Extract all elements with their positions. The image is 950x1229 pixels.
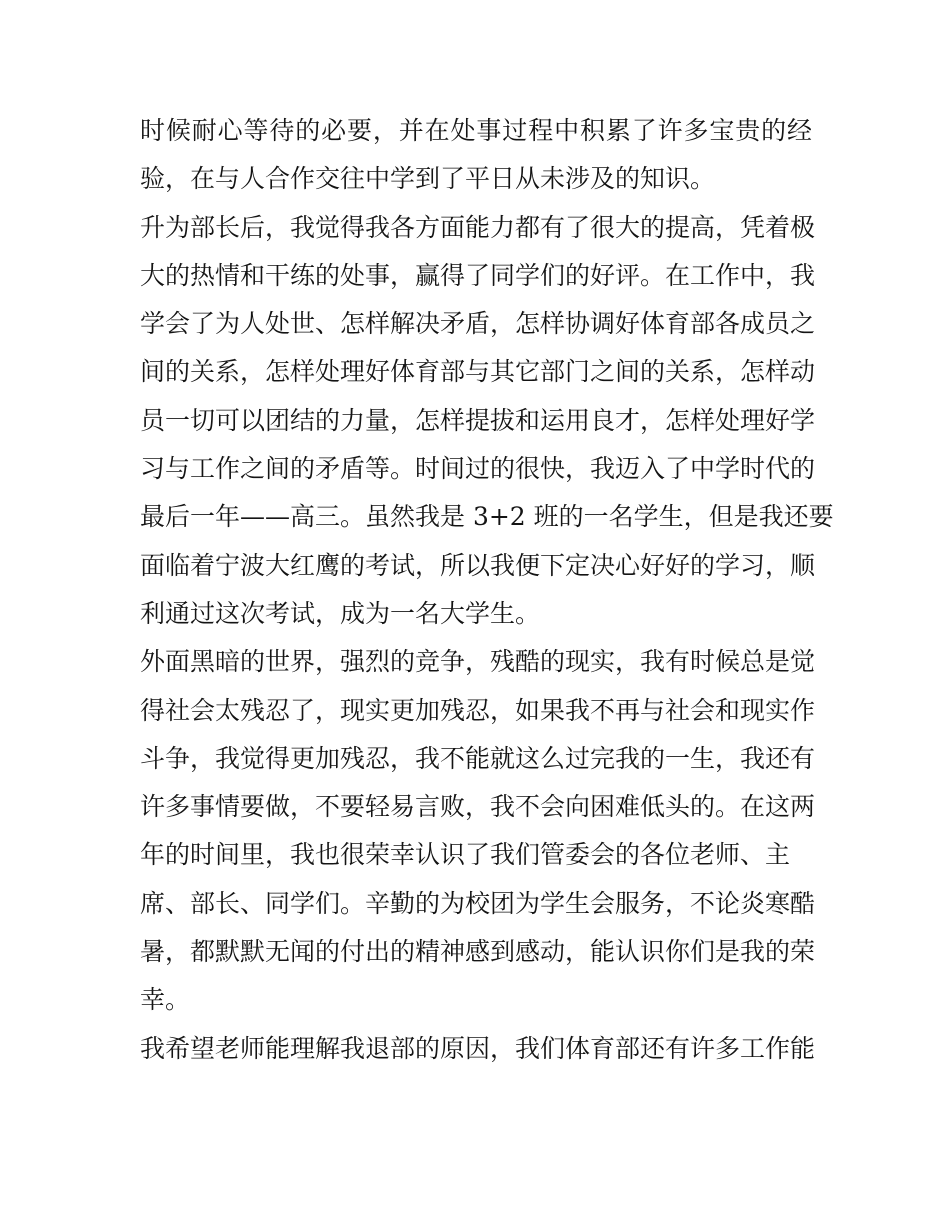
text-line: 斗争，我觉得更加残忍，我不能就这么过完我的一生，我还有 <box>140 743 816 773</box>
text-line: 我希望老师能理解我退部的原因，我们体育部还有许多工作能 <box>140 1033 816 1063</box>
text-line: 大的热情和干练的处事，赢得了同学们的好评。在工作中，我 <box>140 260 816 290</box>
text-line: 验，在与人合作交往中学到了平日从未涉及的知识。 <box>140 164 716 194</box>
text-line: 升为部长后，我觉得我各方面能力都有了很大的提高，凭着极 <box>140 212 816 242</box>
text-line: 间的关系，怎样处理好体育部与其它部门之间的关系，怎样动 <box>140 357 816 387</box>
text-line: 许多事情要做，不要轻易言败，我不会向困难低头的。在这两 <box>140 792 816 822</box>
text-line: 幸。 <box>140 985 191 1015</box>
text-line: 得社会太残忍了，现实更加残忍，如果我不再与社会和现实作 <box>140 695 816 725</box>
document-body <box>140 107 834 1073</box>
text-line: 面临着宁波大红鹰的考试，所以我便下定决心好好的学习，顺 <box>140 550 816 580</box>
text-line: 学会了为人处世、怎样解决矛盾，怎样协调好体育部各成员之 <box>140 309 816 339</box>
text-line: 利通过这次考试，成为一名大学生。 <box>140 598 541 628</box>
text-line: 年的时间里，我也很荣幸认识了我们管委会的各位老师、主 <box>140 840 791 870</box>
text-line: 员一切可以团结的力量，怎样提拔和运用良才，怎样处理好学 <box>140 405 816 435</box>
text-line: 习与工作之间的矛盾等。时间过的很快，我迈入了中学时代的 <box>140 454 816 484</box>
text-line: 席、部长、同学们。辛勤的为校团为学生会服务，不论炎寒酷 <box>140 888 816 918</box>
text-line: 最后一年——高三。虽然我是 3+2 班的一名学生，但是我还要 <box>140 502 834 532</box>
text-line: 外面黑暗的世界，强烈的竞争，残酷的现实，我有时候总是觉 <box>140 647 816 677</box>
text-line: 暑，都默默无闻的付出的精神感到感动，能认识你们是我的荣 <box>140 937 816 967</box>
text-line: 时候耐心等待的必要，并在处事过程中积累了许多宝贵的经 <box>140 116 812 145</box>
